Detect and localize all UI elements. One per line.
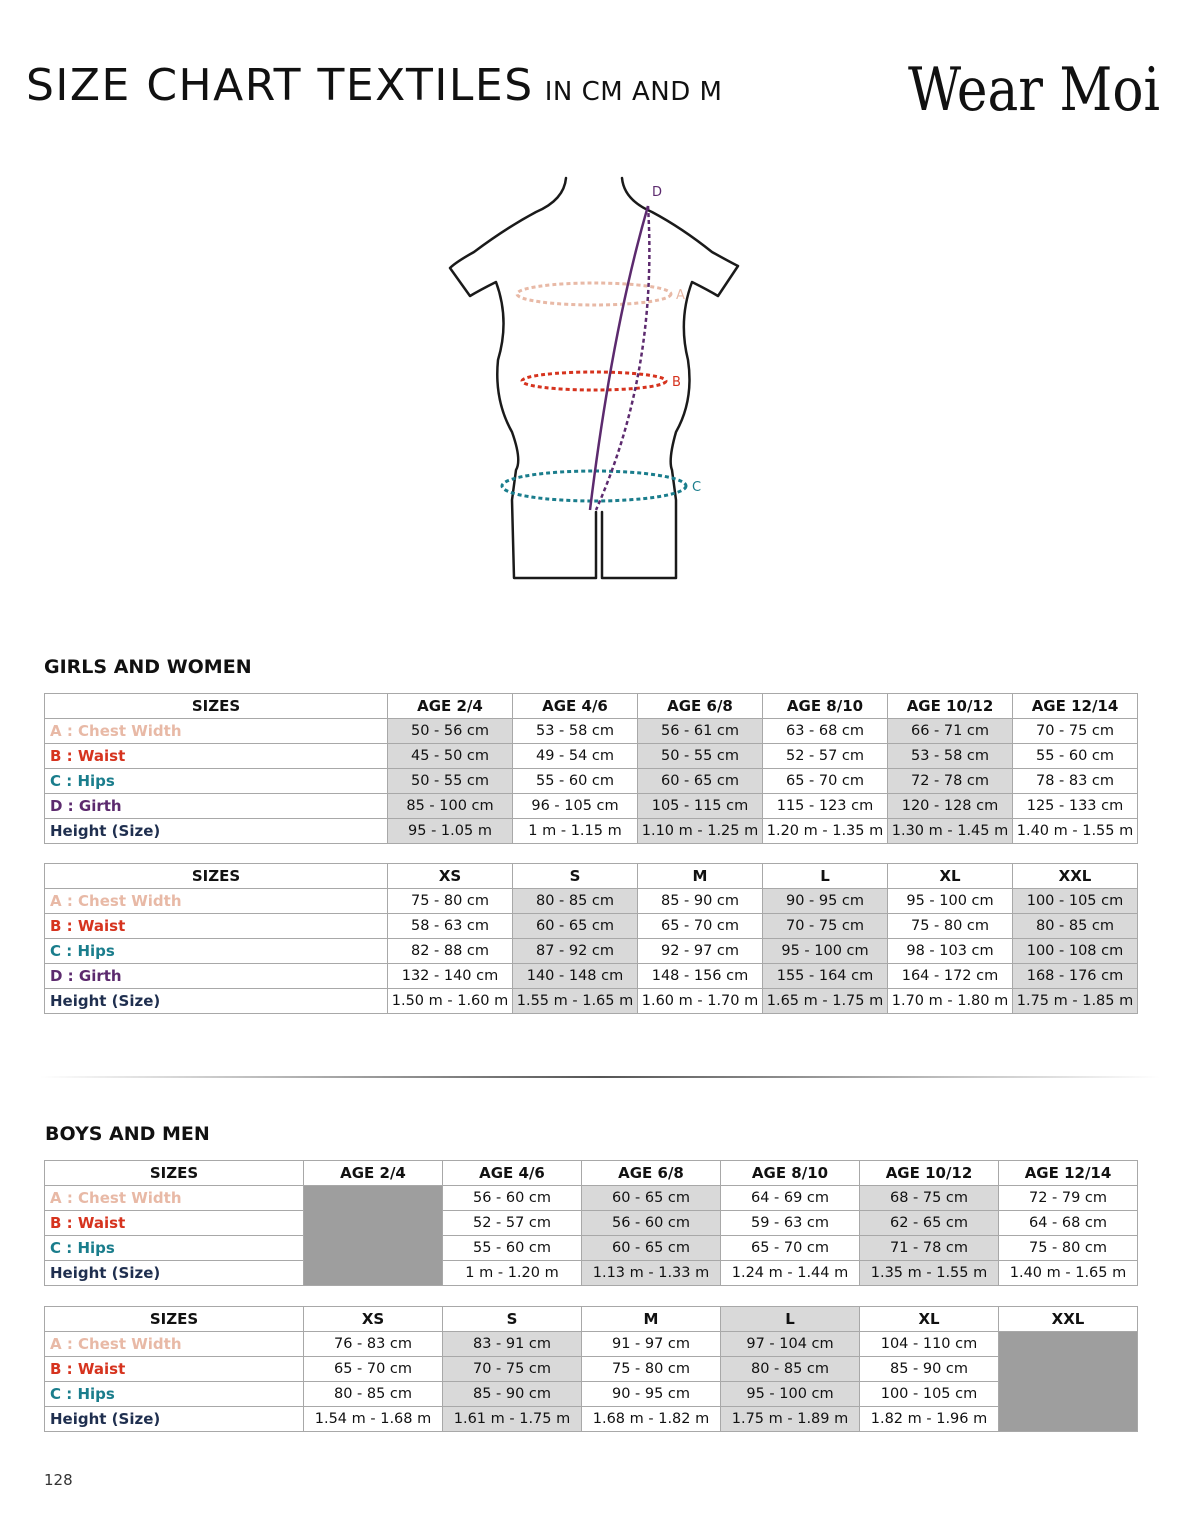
row-label-chest: A : Chest Width xyxy=(45,1332,304,1357)
header-row xyxy=(45,1161,1138,1186)
table-row xyxy=(45,1211,1138,1236)
table-cell: 98 - 103 cm xyxy=(888,939,1013,964)
table-cell: 52 - 57 cm xyxy=(763,744,888,769)
table-row xyxy=(45,1332,1138,1357)
table-cell: 71 - 78 cm xyxy=(860,1236,999,1261)
table-cell: 65 - 70 cm xyxy=(763,769,888,794)
girls-kids-table xyxy=(44,693,1138,844)
table-cell: 50 - 55 cm xyxy=(638,744,763,769)
table-cell: 60 - 65 cm xyxy=(582,1236,721,1261)
col-age-2-4: AGE 2/4 xyxy=(388,694,513,719)
table-cell: 55 - 60 cm xyxy=(1013,744,1138,769)
table-cell: 1.61 m - 1.75 m xyxy=(443,1407,582,1432)
table-cell: 68 - 75 cm xyxy=(860,1186,999,1211)
table-cell: 59 - 63 cm xyxy=(721,1211,860,1236)
table-cell: 1.60 m - 1.70 m xyxy=(638,989,763,1014)
table-cell: 75 - 80 cm xyxy=(582,1357,721,1382)
row-label-girth: D : Girth xyxy=(45,794,388,819)
table-cell: 95 - 100 cm xyxy=(888,889,1013,914)
row-label-chest: A : Chest Width xyxy=(45,889,388,914)
girls-adults-table xyxy=(44,863,1138,1014)
page-number: 128 xyxy=(44,1471,73,1489)
brand-logo xyxy=(904,40,1164,130)
row-label-waist: B : Waist xyxy=(45,1357,304,1382)
table-row xyxy=(45,1357,1138,1382)
table-cell: 1.35 m - 1.55 m xyxy=(860,1261,999,1286)
table-cell: 80 - 85 cm xyxy=(513,889,638,914)
col-sizes: SIZES xyxy=(45,1307,304,1332)
table-row xyxy=(45,914,1138,939)
table-cell: 1.50 m - 1.60 m xyxy=(388,989,513,1014)
table-row xyxy=(45,1382,1138,1407)
table-cell: 56 - 60 cm xyxy=(582,1211,721,1236)
table-cell: 1.20 m - 1.35 m xyxy=(763,819,888,844)
col-sizes: SIZES xyxy=(45,864,388,889)
table-row xyxy=(45,1407,1138,1432)
col-age-6-8: AGE 6/8 xyxy=(582,1161,721,1186)
table-cell: 1.75 m - 1.85 m xyxy=(1013,989,1138,1014)
row-label-height: Height (Size) xyxy=(45,1407,304,1432)
table-cell: 125 - 133 cm xyxy=(1013,794,1138,819)
table-cell: 1.55 m - 1.65 m xyxy=(513,989,638,1014)
section-title-girls: GIRLS AND WOMEN xyxy=(44,656,252,678)
table-cell: 85 - 90 cm xyxy=(638,889,763,914)
table-cell: 1.40 m - 1.55 m xyxy=(1013,819,1138,844)
table-cell: 100 - 108 cm xyxy=(1013,939,1138,964)
table-cell: 45 - 50 cm xyxy=(388,744,513,769)
table-cell: 55 - 60 cm xyxy=(513,769,638,794)
col-age-6-8: AGE 6/8 xyxy=(638,694,763,719)
chest-marker-a: A xyxy=(676,288,685,303)
col-sizes: SIZES xyxy=(45,694,388,719)
table-cell: 75 - 80 cm xyxy=(888,914,1013,939)
table-cell: 95 - 100 cm xyxy=(763,939,888,964)
col-m: M xyxy=(582,1307,721,1332)
waist-measure-line xyxy=(522,372,666,390)
row-label-hips: C : Hips xyxy=(45,1236,304,1261)
table-row xyxy=(45,819,1138,844)
table-cell: 78 - 83 cm xyxy=(1013,769,1138,794)
row-label-height: Height (Size) xyxy=(45,819,388,844)
table-row xyxy=(45,889,1138,914)
row-label-height: Height (Size) xyxy=(45,989,388,1014)
table-cell: 95 - 1.05 m xyxy=(388,819,513,844)
table-cell: 1.54 m - 1.68 m xyxy=(304,1407,443,1432)
table-row xyxy=(45,964,1138,989)
table-cell: 70 - 75 cm xyxy=(443,1357,582,1382)
table-cell: 97 - 104 cm xyxy=(721,1332,860,1357)
table-cell: 140 - 148 cm xyxy=(513,964,638,989)
section-divider xyxy=(40,1076,1160,1078)
table-cell: 1.82 m - 1.96 m xyxy=(860,1407,999,1432)
table-cell: 1 m - 1.20 m xyxy=(443,1261,582,1286)
col-m: M xyxy=(638,864,763,889)
waist-marker-b: B xyxy=(672,375,681,390)
table-cell: 58 - 63 cm xyxy=(388,914,513,939)
table-cell: 1 m - 1.15 m xyxy=(513,819,638,844)
table-cell: 75 - 80 cm xyxy=(999,1236,1138,1261)
col-l: L xyxy=(721,1307,860,1332)
table-cell: 82 - 88 cm xyxy=(388,939,513,964)
row-label-hips: C : Hips xyxy=(45,1382,304,1407)
table-row xyxy=(45,719,1138,744)
row-label-waist: B : Waist xyxy=(45,914,388,939)
table-cell: 80 - 85 cm xyxy=(721,1357,860,1382)
girth-measure-line xyxy=(590,206,648,510)
table-cell: 96 - 105 cm xyxy=(513,794,638,819)
table-cell: 168 - 176 cm xyxy=(1013,964,1138,989)
col-age-12-14: AGE 12/14 xyxy=(999,1161,1138,1186)
row-label-girth: D : Girth xyxy=(45,964,388,989)
table-cell: 100 - 105 cm xyxy=(860,1382,999,1407)
unavailable-cell xyxy=(304,1186,443,1286)
table-cell: 87 - 92 cm xyxy=(513,939,638,964)
table-cell: 50 - 56 cm xyxy=(388,719,513,744)
girth-measure-back xyxy=(596,206,649,510)
table-cell: 90 - 95 cm xyxy=(582,1382,721,1407)
table-cell: 100 - 105 cm xyxy=(1013,889,1138,914)
col-sizes: SIZES xyxy=(45,1161,304,1186)
table-cell: 65 - 70 cm xyxy=(638,914,763,939)
table-cell: 83 - 91 cm xyxy=(443,1332,582,1357)
col-age-12-14: AGE 12/14 xyxy=(1013,694,1138,719)
table-cell: 115 - 123 cm xyxy=(763,794,888,819)
col-xl: XL xyxy=(860,1307,999,1332)
body-outline-right xyxy=(602,178,738,578)
table-cell: 52 - 57 cm xyxy=(443,1211,582,1236)
table-cell: 49 - 54 cm xyxy=(513,744,638,769)
table-cell: 85 - 90 cm xyxy=(443,1382,582,1407)
col-age-2-4: AGE 2/4 xyxy=(304,1161,443,1186)
table-cell: 104 - 110 cm xyxy=(860,1332,999,1357)
table-cell: 55 - 60 cm xyxy=(443,1236,582,1261)
table-row xyxy=(45,769,1138,794)
col-xl: XL xyxy=(888,864,1013,889)
table-cell: 120 - 128 cm xyxy=(888,794,1013,819)
boys-kids-table xyxy=(44,1160,1138,1286)
table-cell: 91 - 97 cm xyxy=(582,1332,721,1357)
col-xs: XS xyxy=(388,864,513,889)
table-cell: 1.75 m - 1.89 m xyxy=(721,1407,860,1432)
table-cell: 1.40 m - 1.65 m xyxy=(999,1261,1138,1286)
table-cell: 53 - 58 cm xyxy=(513,719,638,744)
table-cell: 72 - 78 cm xyxy=(888,769,1013,794)
section-title-boys: BOYS AND MEN xyxy=(45,1123,210,1145)
table-cell: 80 - 85 cm xyxy=(1013,914,1138,939)
table-cell: 155 - 164 cm xyxy=(763,964,888,989)
row-label-chest: A : Chest Width xyxy=(45,719,388,744)
table-cell: 64 - 69 cm xyxy=(721,1186,860,1211)
table-cell: 92 - 97 cm xyxy=(638,939,763,964)
row-label-hips: C : Hips xyxy=(45,769,388,794)
row-label-waist: B : Waist xyxy=(45,744,388,769)
page-title xyxy=(26,60,722,111)
col-age-10-12: AGE 10/12 xyxy=(888,694,1013,719)
title-sub: IN CM AND M xyxy=(544,77,723,107)
table-row xyxy=(45,939,1138,964)
col-l: L xyxy=(763,864,888,889)
col-age-8-10: AGE 8/10 xyxy=(763,694,888,719)
table-cell: 75 - 80 cm xyxy=(388,889,513,914)
table-cell: 148 - 156 cm xyxy=(638,964,763,989)
table-cell: 85 - 90 cm xyxy=(860,1357,999,1382)
boys-adults-table xyxy=(44,1306,1138,1432)
table-cell: 1.30 m - 1.45 m xyxy=(888,819,1013,844)
table-cell: 64 - 68 cm xyxy=(999,1211,1138,1236)
header-row xyxy=(45,694,1138,719)
table-cell: 65 - 70 cm xyxy=(304,1357,443,1382)
table-cell: 164 - 172 cm xyxy=(888,964,1013,989)
table-cell: 66 - 71 cm xyxy=(888,719,1013,744)
table-cell: 1.13 m - 1.33 m xyxy=(582,1261,721,1286)
table-cell: 70 - 75 cm xyxy=(763,914,888,939)
table-cell: 65 - 70 cm xyxy=(721,1236,860,1261)
row-label-waist: B : Waist xyxy=(45,1211,304,1236)
table-row xyxy=(45,794,1138,819)
row-label-chest: A : Chest Width xyxy=(45,1186,304,1211)
table-cell: 60 - 65 cm xyxy=(582,1186,721,1211)
table-cell: 85 - 100 cm xyxy=(388,794,513,819)
hips-marker-c: C xyxy=(692,480,702,495)
row-label-height: Height (Size) xyxy=(45,1261,304,1286)
girth-marker-d: D xyxy=(652,185,663,200)
table-cell: 1.68 m - 1.82 m xyxy=(582,1407,721,1432)
col-s: S xyxy=(443,1307,582,1332)
header-row xyxy=(45,864,1138,889)
col-age-4-6: AGE 4/6 xyxy=(443,1161,582,1186)
table-cell: 132 - 140 cm xyxy=(388,964,513,989)
body-measurement-diagram xyxy=(436,170,746,590)
table-cell: 1.70 m - 1.80 m xyxy=(888,989,1013,1014)
table-cell: 53 - 58 cm xyxy=(888,744,1013,769)
col-s: S xyxy=(513,864,638,889)
table-cell: 72 - 79 cm xyxy=(999,1186,1138,1211)
table-cell: 56 - 61 cm xyxy=(638,719,763,744)
table-row xyxy=(45,1186,1138,1211)
col-age-8-10: AGE 8/10 xyxy=(721,1161,860,1186)
table-cell: 90 - 95 cm xyxy=(763,889,888,914)
table-cell: 105 - 115 cm xyxy=(638,794,763,819)
col-xxl: XXL xyxy=(999,1307,1138,1332)
table-cell: 60 - 65 cm xyxy=(638,769,763,794)
table-cell: 1.65 m - 1.75 m xyxy=(763,989,888,1014)
table-cell: 50 - 55 cm xyxy=(388,769,513,794)
unavailable-cell xyxy=(999,1332,1138,1432)
col-xxl: XXL xyxy=(1013,864,1138,889)
table-cell: 70 - 75 cm xyxy=(1013,719,1138,744)
svg-text:Wear Moi: Wear Moi xyxy=(908,55,1160,125)
table-row xyxy=(45,744,1138,769)
table-row xyxy=(45,989,1138,1014)
table-cell: 80 - 85 cm xyxy=(304,1382,443,1407)
table-cell: 56 - 60 cm xyxy=(443,1186,582,1211)
table-cell: 95 - 100 cm xyxy=(721,1382,860,1407)
title-main: SIZE CHART TEXTILES xyxy=(26,60,534,111)
table-cell: 76 - 83 cm xyxy=(304,1332,443,1357)
col-xs: XS xyxy=(304,1307,443,1332)
header-row xyxy=(45,1307,1138,1332)
table-cell: 1.24 m - 1.44 m xyxy=(721,1261,860,1286)
table-cell: 60 - 65 cm xyxy=(513,914,638,939)
table-cell: 63 - 68 cm xyxy=(763,719,888,744)
table-row xyxy=(45,1236,1138,1261)
col-age-10-12: AGE 10/12 xyxy=(860,1161,999,1186)
row-label-hips: C : Hips xyxy=(45,939,388,964)
table-cell: 1.10 m - 1.25 m xyxy=(638,819,763,844)
table-cell: 62 - 65 cm xyxy=(860,1211,999,1236)
table-row xyxy=(45,1261,1138,1286)
col-age-4-6: AGE 4/6 xyxy=(513,694,638,719)
